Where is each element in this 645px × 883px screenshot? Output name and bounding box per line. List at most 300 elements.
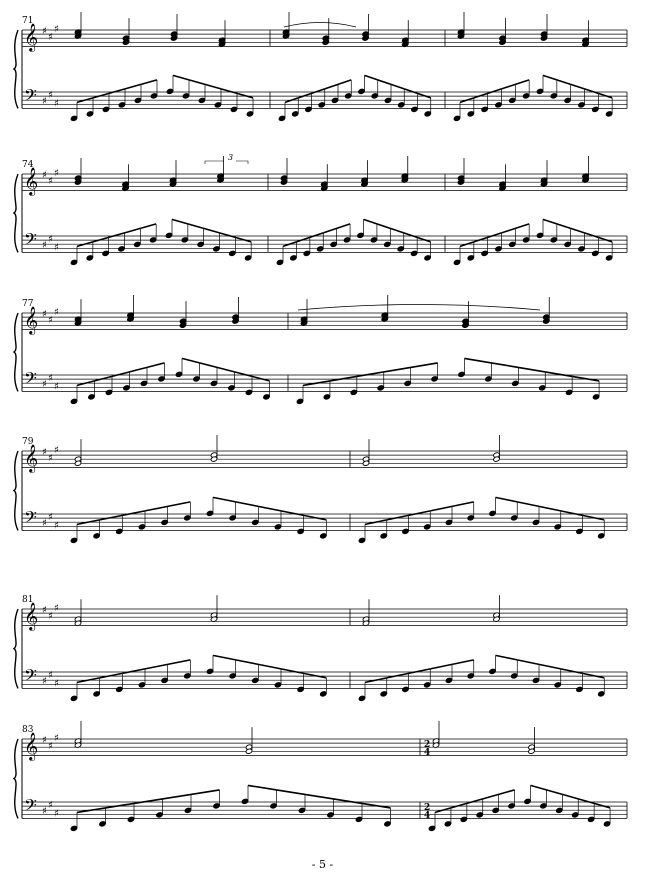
tie bbox=[284, 23, 356, 28]
note-head bbox=[509, 241, 516, 247]
note-head bbox=[453, 259, 460, 265]
beam bbox=[418, 93, 431, 98]
beam bbox=[417, 237, 430, 242]
brace bbox=[14, 313, 18, 391]
note-head bbox=[603, 821, 610, 827]
note-head bbox=[564, 97, 571, 103]
beam bbox=[93, 237, 109, 242]
beam bbox=[168, 502, 191, 507]
beam bbox=[561, 669, 583, 674]
beam bbox=[387, 673, 409, 678]
tie bbox=[298, 305, 540, 311]
key-signature-sharp: ♯ bbox=[42, 240, 47, 252]
note-head bbox=[523, 237, 530, 243]
treble-clef: 𝄞 bbox=[24, 732, 39, 760]
note-head bbox=[161, 519, 168, 525]
note-head bbox=[550, 93, 557, 99]
beam bbox=[330, 376, 357, 381]
treble-clef: 𝄞 bbox=[24, 602, 39, 630]
note-head bbox=[150, 237, 157, 243]
note-head bbox=[524, 798, 531, 804]
measure-number: 77 bbox=[22, 299, 34, 309]
note-head bbox=[564, 241, 571, 247]
note-head bbox=[598, 691, 605, 697]
note-head bbox=[213, 246, 220, 252]
beam bbox=[502, 84, 516, 89]
note-head bbox=[476, 812, 483, 818]
treble-clef: 𝄞 bbox=[24, 23, 39, 51]
beam bbox=[483, 794, 499, 799]
beam bbox=[377, 224, 390, 229]
note-head bbox=[592, 394, 599, 400]
note-head bbox=[495, 102, 502, 108]
beam bbox=[502, 228, 516, 233]
bass-clef: 𝄢 bbox=[24, 507, 37, 531]
key-signature-sharp: ♯ bbox=[48, 234, 53, 246]
beam bbox=[578, 799, 594, 804]
note-head bbox=[384, 821, 391, 827]
brace bbox=[14, 451, 18, 530]
beam bbox=[235, 237, 251, 242]
beam bbox=[557, 80, 571, 85]
note-head bbox=[467, 255, 474, 261]
time-signature-bass-numerator: 2 bbox=[424, 803, 431, 813]
note-head bbox=[467, 515, 474, 521]
key-signature-sharp: ♯ bbox=[48, 90, 53, 102]
note-head bbox=[485, 376, 492, 382]
note-head bbox=[70, 537, 77, 543]
note-head bbox=[330, 241, 337, 247]
note-head bbox=[550, 237, 557, 243]
key-signature-sharp: ♯ bbox=[42, 676, 47, 688]
note-head bbox=[481, 250, 488, 256]
key-signature-sharp: ♯ bbox=[48, 373, 53, 385]
note-head bbox=[380, 691, 387, 697]
beam bbox=[365, 75, 378, 80]
key-signature-sharp: ♯ bbox=[48, 32, 53, 44]
note-head bbox=[296, 398, 303, 404]
system-83 bbox=[14, 721, 627, 832]
note-head bbox=[193, 376, 200, 382]
note-head bbox=[380, 533, 387, 539]
note-head bbox=[116, 528, 123, 534]
note-head bbox=[358, 695, 365, 701]
note-head bbox=[292, 111, 299, 117]
note-head bbox=[431, 376, 438, 382]
bass-clef: 𝄢 bbox=[24, 85, 37, 109]
beam bbox=[325, 84, 338, 89]
beam bbox=[334, 799, 363, 804]
beam bbox=[518, 367, 545, 372]
note-head bbox=[576, 686, 583, 692]
key-signature-sharp: ♯ bbox=[42, 26, 47, 37]
beam bbox=[277, 790, 306, 795]
bass-clef: 𝄢 bbox=[24, 368, 37, 392]
note-head bbox=[70, 115, 77, 121]
note-head bbox=[398, 102, 405, 108]
note-head bbox=[229, 250, 236, 256]
note-head bbox=[123, 385, 130, 391]
beam bbox=[545, 372, 572, 377]
note-head bbox=[428, 825, 435, 831]
beam bbox=[515, 224, 529, 229]
beam bbox=[304, 673, 327, 678]
key-signature-sharp: ♯ bbox=[54, 381, 59, 393]
brace bbox=[14, 609, 18, 688]
beam bbox=[189, 80, 205, 85]
note-head bbox=[118, 246, 125, 252]
beam bbox=[488, 89, 502, 94]
note-head bbox=[298, 807, 305, 813]
bass-clef: 𝄢 bbox=[24, 795, 37, 819]
note-head bbox=[70, 825, 77, 831]
note-head bbox=[355, 816, 362, 822]
key-signature-sharp: ♯ bbox=[48, 512, 53, 524]
note-head bbox=[323, 394, 330, 400]
note-head bbox=[99, 821, 106, 827]
beam bbox=[213, 655, 236, 660]
beam bbox=[100, 673, 123, 678]
note-head bbox=[246, 111, 253, 117]
beam bbox=[539, 506, 561, 511]
measure-number: 81 bbox=[22, 595, 34, 605]
note-head bbox=[70, 695, 77, 701]
note-head bbox=[184, 807, 191, 813]
note-head bbox=[458, 371, 465, 377]
note-head bbox=[554, 682, 561, 688]
note-head bbox=[424, 524, 431, 530]
note-head bbox=[467, 111, 474, 117]
brace bbox=[14, 739, 18, 818]
beam bbox=[561, 511, 583, 516]
beam bbox=[467, 799, 483, 804]
key-signature-sharp: ♯ bbox=[48, 176, 53, 188]
note-head bbox=[536, 232, 543, 238]
note-head bbox=[305, 106, 312, 112]
beam bbox=[391, 84, 404, 89]
note-head bbox=[245, 255, 252, 261]
note-head bbox=[532, 677, 539, 683]
note-head bbox=[213, 803, 220, 809]
beam bbox=[539, 664, 561, 669]
key-signature-sharp: ♯ bbox=[42, 379, 47, 391]
beam bbox=[531, 785, 547, 790]
beam bbox=[213, 497, 236, 502]
note-head bbox=[384, 97, 391, 103]
note-head bbox=[331, 97, 338, 103]
beam bbox=[236, 502, 259, 507]
note-head bbox=[411, 250, 418, 256]
note-head bbox=[523, 93, 530, 99]
beam bbox=[220, 233, 236, 238]
note-head bbox=[404, 380, 411, 386]
note-head bbox=[554, 524, 561, 530]
beam bbox=[281, 511, 304, 516]
note-head bbox=[345, 93, 352, 99]
key-signature-sharp: ♯ bbox=[48, 453, 53, 465]
note-head bbox=[274, 682, 281, 688]
key-signature-sharp: ♯ bbox=[54, 732, 59, 744]
note-head bbox=[252, 519, 259, 525]
note-head bbox=[384, 241, 391, 247]
key-signature-sharp: ♯ bbox=[42, 518, 47, 530]
measure-number: 71 bbox=[22, 16, 34, 26]
beam bbox=[409, 669, 431, 674]
note-head bbox=[453, 115, 460, 121]
note-head bbox=[105, 389, 112, 395]
note-head bbox=[86, 255, 93, 261]
beam bbox=[598, 93, 612, 98]
key-signature-sharp: ♯ bbox=[48, 741, 53, 753]
key-signature-sharp: ♯ bbox=[42, 735, 47, 746]
beam bbox=[298, 93, 311, 98]
beam bbox=[258, 664, 281, 669]
note-head bbox=[411, 106, 418, 112]
beam bbox=[571, 84, 585, 89]
key-signature-sharp: ♯ bbox=[42, 605, 47, 616]
key-signature-sharp: ♯ bbox=[48, 611, 53, 623]
beam bbox=[191, 790, 220, 795]
beam bbox=[100, 515, 123, 520]
note-head bbox=[93, 691, 100, 697]
key-signature-sharp: ♯ bbox=[54, 520, 59, 532]
note-head bbox=[274, 524, 281, 530]
note-head bbox=[270, 803, 277, 809]
note-head bbox=[150, 93, 157, 99]
note-head bbox=[86, 111, 93, 117]
beam bbox=[237, 93, 253, 98]
beam bbox=[134, 799, 163, 804]
beam bbox=[109, 89, 125, 94]
key-signature-sharp: ♯ bbox=[54, 678, 59, 690]
note-head bbox=[371, 93, 378, 99]
beam bbox=[338, 80, 351, 85]
note-head bbox=[241, 798, 248, 804]
note-head bbox=[508, 803, 515, 809]
beam bbox=[173, 75, 189, 80]
note-head bbox=[210, 380, 217, 386]
note-head bbox=[606, 111, 613, 117]
note-head bbox=[229, 515, 236, 521]
note-head bbox=[556, 807, 563, 813]
bass-clef: 𝄢 bbox=[24, 665, 37, 689]
note-head bbox=[578, 102, 585, 108]
note-head bbox=[127, 816, 134, 822]
key-signature-sharp: ♯ bbox=[54, 306, 59, 318]
note-head bbox=[245, 389, 252, 395]
beam bbox=[145, 664, 168, 669]
note-head bbox=[536, 88, 543, 94]
note-head bbox=[70, 398, 77, 404]
note-head bbox=[278, 115, 285, 121]
beam bbox=[409, 511, 431, 516]
note-head bbox=[290, 255, 297, 261]
note-head bbox=[444, 821, 451, 827]
beam bbox=[515, 80, 529, 85]
note-head bbox=[276, 259, 283, 265]
note-head bbox=[184, 673, 191, 679]
beam bbox=[236, 660, 259, 665]
note-head bbox=[370, 237, 377, 243]
note-head bbox=[161, 677, 168, 683]
system-79 bbox=[14, 435, 627, 543]
beam bbox=[594, 803, 610, 808]
beam bbox=[387, 515, 409, 520]
note-head bbox=[327, 812, 334, 818]
note-head bbox=[116, 686, 123, 692]
beam bbox=[235, 372, 253, 377]
note-head bbox=[214, 102, 221, 108]
beam bbox=[140, 224, 156, 229]
note-head bbox=[424, 682, 431, 688]
beam bbox=[384, 367, 411, 372]
note-head bbox=[158, 376, 165, 382]
beam bbox=[304, 515, 327, 520]
beam bbox=[125, 228, 141, 233]
note-head bbox=[511, 515, 518, 521]
note-head bbox=[181, 237, 188, 243]
beam bbox=[147, 363, 165, 368]
note-head bbox=[578, 246, 585, 252]
beam bbox=[430, 664, 452, 669]
key-signature-sharp: ♯ bbox=[42, 309, 47, 320]
beam bbox=[496, 497, 518, 502]
key-signature-sharp: ♯ bbox=[54, 98, 59, 110]
note-head bbox=[206, 668, 213, 674]
key-signature-sharp: ♯ bbox=[54, 167, 59, 179]
note-head bbox=[182, 93, 189, 99]
note-head bbox=[198, 97, 205, 103]
beam bbox=[168, 660, 191, 665]
note-head bbox=[297, 686, 304, 692]
measure-number: 74 bbox=[22, 160, 34, 170]
brace bbox=[14, 174, 18, 252]
system-77 bbox=[14, 295, 627, 405]
beam bbox=[122, 669, 145, 674]
beam bbox=[404, 233, 417, 238]
beam bbox=[362, 803, 391, 808]
beam bbox=[305, 794, 334, 799]
beam bbox=[583, 515, 605, 520]
beam bbox=[145, 506, 168, 511]
beam bbox=[491, 363, 518, 368]
beam bbox=[112, 372, 130, 377]
beam bbox=[221, 89, 237, 94]
beam bbox=[106, 803, 135, 808]
tuplet-label: 3 bbox=[228, 153, 234, 162]
note-head bbox=[165, 232, 172, 238]
beam bbox=[296, 237, 309, 242]
key-signature-sharp: ♯ bbox=[54, 23, 59, 35]
note-head bbox=[460, 816, 467, 822]
beam bbox=[122, 511, 145, 516]
beam bbox=[474, 93, 488, 98]
note-head bbox=[156, 812, 163, 818]
note-head bbox=[511, 673, 518, 679]
beam bbox=[172, 219, 188, 224]
key-signature-sharp: ♯ bbox=[54, 242, 59, 254]
note-head bbox=[539, 385, 546, 391]
note-head bbox=[481, 106, 488, 112]
note-head bbox=[588, 816, 595, 822]
system-74 bbox=[14, 153, 627, 266]
note-head bbox=[140, 380, 147, 386]
beam bbox=[430, 506, 452, 511]
note-head bbox=[318, 102, 325, 108]
beam bbox=[182, 358, 200, 363]
note-head bbox=[320, 533, 327, 539]
tuplet-bracket bbox=[205, 161, 248, 164]
note-head bbox=[175, 371, 182, 377]
key-signature-sharp: ♯ bbox=[42, 96, 47, 108]
beam bbox=[404, 89, 417, 94]
beam bbox=[95, 376, 113, 381]
beam bbox=[451, 803, 467, 808]
key-signature-sharp: ♯ bbox=[42, 806, 47, 818]
key-signature-sharp: ♯ bbox=[48, 800, 53, 812]
beam bbox=[390, 228, 403, 233]
note-head bbox=[230, 106, 237, 112]
note-head bbox=[93, 533, 100, 539]
note-head bbox=[402, 686, 409, 692]
beam bbox=[163, 794, 192, 799]
note-head bbox=[317, 246, 324, 252]
beam bbox=[496, 655, 518, 660]
note-head bbox=[184, 515, 191, 521]
beam bbox=[364, 219, 377, 224]
note-head bbox=[134, 241, 141, 247]
note-head bbox=[492, 807, 499, 813]
note-head bbox=[512, 380, 519, 386]
note-head bbox=[489, 668, 496, 674]
note-head bbox=[532, 519, 539, 525]
note-head bbox=[118, 102, 125, 108]
note-head bbox=[134, 97, 141, 103]
key-signature-sharp: ♯ bbox=[54, 444, 59, 456]
beam bbox=[188, 224, 204, 229]
beam bbox=[205, 84, 221, 89]
beam bbox=[543, 75, 557, 80]
measure-number: 83 bbox=[22, 725, 34, 735]
beam bbox=[557, 224, 571, 229]
brace bbox=[14, 30, 18, 108]
beam bbox=[585, 233, 599, 238]
treble-clef: 𝄞 bbox=[24, 167, 39, 195]
beam bbox=[281, 669, 304, 674]
note-head bbox=[343, 237, 350, 243]
beam bbox=[452, 660, 474, 665]
note-head bbox=[424, 111, 431, 117]
beam bbox=[571, 228, 585, 233]
note-head bbox=[252, 677, 259, 683]
note-head bbox=[138, 682, 145, 688]
beam bbox=[337, 224, 350, 229]
note-head bbox=[88, 394, 95, 400]
key-signature-sharp: ♯ bbox=[54, 808, 59, 820]
beam bbox=[378, 80, 391, 85]
systems-layer bbox=[14, 12, 627, 832]
beam bbox=[323, 228, 336, 233]
beam bbox=[200, 363, 218, 368]
note-head bbox=[197, 241, 204, 247]
note-head bbox=[102, 106, 109, 112]
beam bbox=[598, 237, 612, 242]
beam bbox=[583, 673, 605, 678]
beam bbox=[585, 89, 599, 94]
time-signature-treble-denominator: 4 bbox=[424, 748, 431, 758]
beam bbox=[465, 358, 492, 363]
note-head bbox=[350, 389, 357, 395]
